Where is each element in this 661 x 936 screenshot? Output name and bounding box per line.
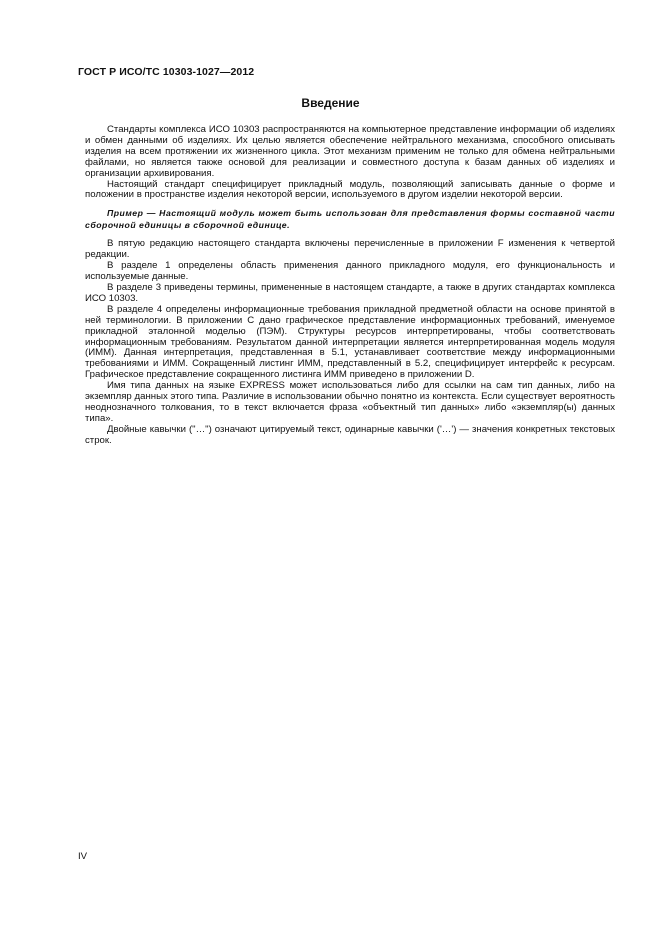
paragraph: В разделе 4 определены информационные требования прикладной предметной области на основе принятой в ней терминологии. В приложении C дано графическое представление информационных требований, именуемое прикладной эталонной моделью (ПЭМ). Структуры ресурсов интерпретированы, чтобы соответствовать информационным требованиям. Результатом данной интерпретации является интерпретированная модель модуля (ИММ). Данная интерпретация, представленная в 5.1, устанавливает соответствие между информационными требованиями и ИММ. Сокращенный листинг ИММ, представленный в 5.2, специфицирует интерфейс к ресурсам. Графическое представление сокращенного листинга ИММ приведено в приложении D. [85,303,615,381]
paragraph: В пятую редакцию настоящего стандарта включены перечисленные в приложении F изменения к четвертой редакции. [85,238,615,261]
paragraph: В разделе 1 определены область применения данного прикладного модуля, его функциональность и используемые данные. [85,260,615,283]
paragraph: Стандарты комплекса ИСО 10303 распространяются на компьютерное представление информации об изделиях и обмен данными об изделиях. Их целью является обеспечение нейтрального механизма, способного описывать изделия на всем протяжении их жизненного цикла. Этот механизм применим не только для обмена нейтральными файлами, но является также основой для реализации и совместного доступа к базам данных об изделиях и организации архивирования. [85,124,615,179]
body-text [85,125,615,447]
paragraph: В разделе 3 приведены термины, примененные в настоящем стандарте, а также в других стандартах комплекса ИСО 10303. [85,281,615,304]
standard-header: ГОСТ Р ИСО/ТС 10303-1027—2012 [78,66,255,78]
example-note: Пример — Настоящий модуль может быть использован для представления формы составной части сборочной единицы в сборочной единице. [85,208,615,230]
paragraph: Двойные кавычки ("…") означают цитируемый текст, одинарные кавычки ('…') — значения конкретных текстовых строк. [85,423,615,446]
paragraph: Имя типа данных на языке EXPRESS может использоваться либо для ссылки на сам тип данных, либо на экземпляр данных этого типа. Различие в использовании обычно понятно из контекста. Если существует вероятность неоднозначного толкования, то в текст включается фраза «объектный тип данных» либо «экземпляр(ы) данных типа». [85,380,615,424]
paragraph: Настоящий стандарт специфицирует прикладный модуль, позволяющий записывать данные о форме и положении в пространстве изделия некоторой версии, используемого в другом изделии некоторой версии. [85,178,615,201]
page-number: IV [78,851,88,862]
section-title: Введение [301,96,360,110]
